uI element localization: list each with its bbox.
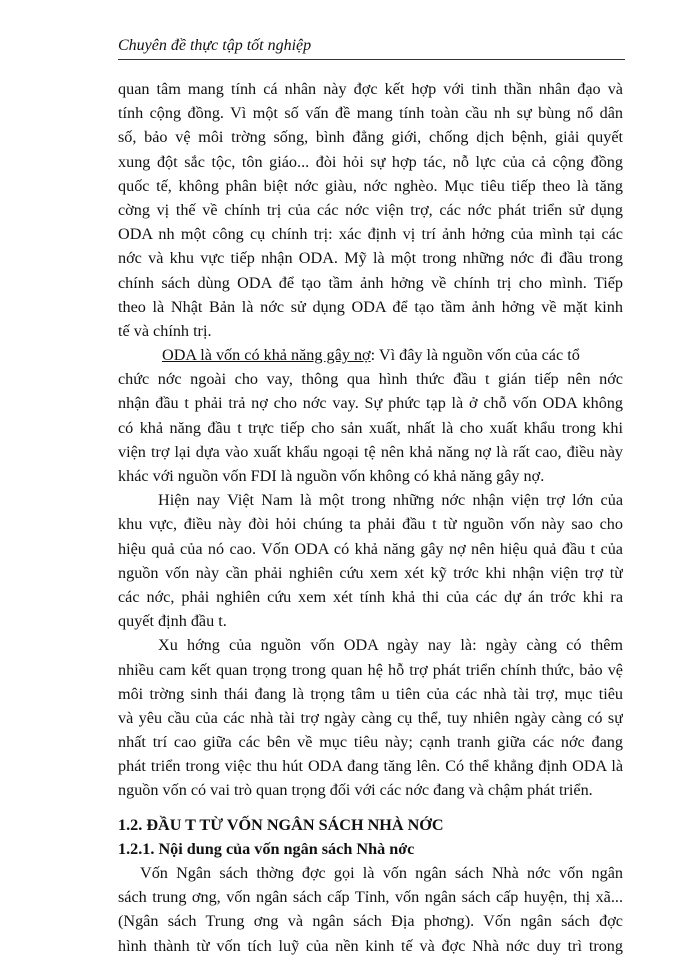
section-heading: 1.2. ĐẦU T TỪ VỐN NGÂN SÁCH NHÀ NỚC (118, 815, 444, 834)
text-line: quan tâm mang tính cá nhân này đợc kết hợp với tinh thần nhân đạo và (118, 80, 623, 98)
text-line: có khả năng đầu t trực tiếp cho sản xuất, nhất là cho xuất khẩu trong khi (118, 418, 623, 437)
text-line: các nớc, phải nghiên cứu xem xét tính khả thi của các dự án trớc khi ra (118, 587, 623, 606)
text-line: Vốn Ngân sách thờng đợc gọi là vốn ngân sách Nhà nớc vốn ngân (140, 864, 623, 882)
text-line: quốc tế, không phân biệt nớc giàu, nớc nghèo. Mục tiêu tiếp theo là tăng (118, 176, 623, 195)
text-line: hiệu quả của nó cao. Vốn ODA có khả năng gây nợ nên hiệu quả đầu t của (118, 539, 623, 558)
text-line: nhất trí cao giữa các bên về mục tiêu này; cạnh tranh giữa các nớc đang (118, 733, 623, 752)
text-line (118, 343, 623, 367)
page-header: Chuyên đề thực tập tốt nghiệp (118, 37, 312, 54)
underlined-lead: ODA là vốn có khả năng gây nợ (162, 346, 371, 365)
text-line: cờng vị thế về chính trị của các nớc viện trợ, các nớc phát triển sử dụng (118, 200, 623, 219)
text-line: sách trung ơng, vốn ngân sách cấp Tỉnh, vốn ngân sách cấp huyện, thị xã... (118, 888, 623, 907)
paragraph (118, 77, 623, 343)
text-line: (Ngân sách Trung ơng và ngân sách Địa phơng). Vốn ngân sách đợc (118, 912, 623, 931)
text-line: và yêu cầu của các nhà tài trợ ngày càng cụ thể, tuy nhiên ngày càng có sự (118, 708, 623, 727)
header-rule (118, 59, 625, 60)
text-line: Xu hớng của nguồn vốn ODA ngày nay là: ngày càng có thêm (158, 636, 623, 655)
paragraph (118, 343, 623, 488)
text-line: xung đột sắc tộc, tôn giáo... đòi hỏi sự hợp tác, nỗ lực của cả cộng đồng (118, 152, 623, 171)
text-line: nhiều cam kết quan trọng trong quan hệ hỗ trợ phát triển chính thức, bảo vệ (118, 660, 623, 679)
paragraph (118, 633, 623, 802)
text-line: phát triển trong việc thu hút ODA đang tăng lên. Có thể khẳng định ODA là (118, 757, 623, 776)
text-line: chính sách dùng ODA để tạo tầm ảnh hởng về chính trị cho mình. Tiếp (118, 273, 623, 292)
text-line: chức nớc ngoài cho vay, thông qua hình thức đầu t gián tiếp nên nớc (118, 370, 623, 389)
text-line: nớc và khu vực tiếp nhận ODA. Mỹ là một trong những nớc đi đầu trong (118, 249, 623, 268)
paragraph (118, 488, 623, 633)
text-line: nhận đầu t phải trả nợ cho nớc vay. Sự phức tạp là ở chỗ vốn ODA không (118, 394, 623, 413)
subsection-heading: 1.2.1. Nội dung của vốn ngân sách Nhà nớc (118, 839, 415, 858)
spacer (118, 803, 623, 813)
text-fragment: : Vì đây là nguồn vốn của các tổ (370, 346, 580, 365)
paragraph (118, 861, 623, 958)
text-line: quyết định đầu t. (118, 612, 227, 631)
text-line: nguồn vốn này cần phải nghiên cứu xem xét kỹ trớc khi nhận viện trợ từ (118, 563, 623, 582)
text-line: nguồn vốn có vai trò quan trọng đối với các nớc đang và chậm phát triển. (118, 781, 593, 800)
text-line: khu vực, điều này đòi hỏi chúng ta phải đầu t từ nguồn vốn này sao cho (118, 515, 623, 534)
text-line: tính cộng đồng. Vì một số vấn đề mang tính toàn cầu nh sự bùng nổ dân (118, 104, 623, 123)
text-line: hình thành từ vốn tích luỹ của nền kinh tế và đợc Nhà nớc duy trì trong (118, 936, 623, 955)
text-line: Hiện nay Việt Nam là một trong những nớc nhận viện trợ lớn của (158, 491, 623, 510)
text-line: môi trờng sinh thái đang là trọng tâm u tiên của các nhà tài trợ, mục tiêu (118, 684, 623, 703)
text-line: ODA nh một công cụ chính trị: xác định vị trí ảnh hởng của mình tại các (118, 225, 623, 244)
text-line: số, bảo vệ môi trờng sống, bình đẳng giới, chống dịch bệnh, giải quyết (118, 128, 623, 147)
text-line: theo là Nhật Bản là nớc sử dụng ODA để tạo tầm ảnh hởng về mặt kinh (118, 297, 623, 316)
body-text (118, 77, 623, 958)
text-line: tế và chính trị. (118, 321, 212, 340)
text-line: viện trợ lại dựa vào xuất khẩu ngoại tệ nên khả năng nợ là rất cao, điều này (118, 442, 623, 461)
text-line: khác với nguồn vốn FDI là nguồn vốn không có khả năng gây nợ. (118, 467, 545, 485)
